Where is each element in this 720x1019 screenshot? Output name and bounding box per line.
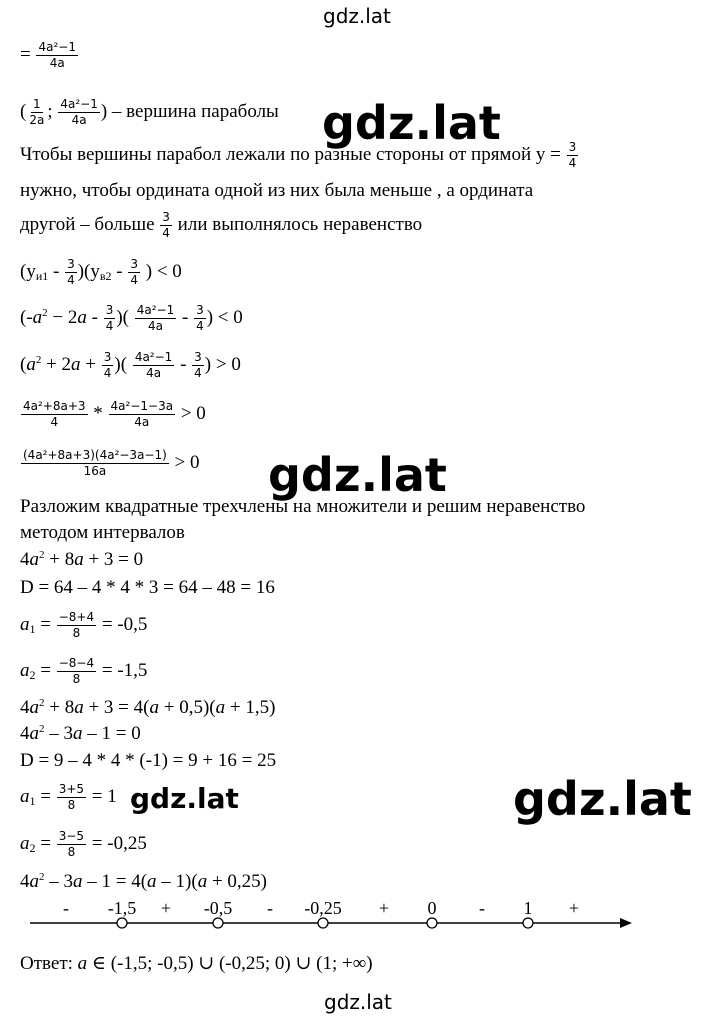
math-line: $4a^2 - 3a - 1 = 0$ bbox=[20, 723, 141, 744]
watermark-large: gdz.lat bbox=[322, 96, 501, 150]
watermark-bottom: gdz.lat bbox=[324, 990, 392, 1014]
text-line: другой – больше $\frac{3}{4}$ или выполнялось неравенство bbox=[20, 210, 423, 240]
watermark-top: gdz.lat bbox=[323, 4, 391, 28]
math-line: $\frac{\text{4a²+8a+3}}{4}$ * $\frac{\text{4a²−1−3a}}{4a}$ > 0 bbox=[23, 399, 206, 429]
number-line bbox=[0, 890, 720, 940]
text-line: нужно, чтобы ордината одной из них была меньше , а ордината bbox=[20, 180, 534, 201]
math-line: D = 64 – 4 * 4 * 3 = 64 – 48 = 16 bbox=[20, 577, 275, 598]
interval-sign: + bbox=[568, 898, 580, 918]
text-line: Чтобы вершины парабол лежали по разные стороны от прямой y = $\frac{3}{4}$ bbox=[20, 140, 577, 170]
interval-sign: + bbox=[160, 898, 172, 918]
math-line: $a_1$ = $\frac{-8+4}{8}$ = -0,5 bbox=[20, 610, 148, 640]
number-line-arrow bbox=[620, 918, 632, 928]
text-line: Разложим квадратные трехчлены на множители и решим неравенство bbox=[20, 496, 586, 517]
math-line: = $\frac{\text{4a²−1}}{4a}$ bbox=[20, 40, 76, 70]
number-line-point bbox=[117, 918, 127, 928]
number-line-point bbox=[318, 918, 328, 928]
number-line-point-label: 0 bbox=[427, 898, 437, 918]
math-line: ($a^2 + 2a$ + $\frac{3}{4}$ )( $\frac{\text{4a²−1}}{4a}$ - $\frac{3}{4}$ ) > 0 bbox=[20, 350, 241, 380]
number-line-point-label: -0,5 bbox=[203, 898, 233, 918]
text-line: методом интервалов bbox=[20, 522, 185, 543]
math-line: ( $\frac{1}{2a}$ ; $\frac{\text{4a²−1}}{4a}$ ) – вершина параболы bbox=[20, 97, 279, 127]
math-line: $4a^2 - 3a - 1 = 4(a - 1)(a + 0,25)$ bbox=[20, 871, 267, 892]
answer-line: Ответ: a ∈ (-1,5; -0,5) ∪ (-0,25; 0) ∪ (1; +∞) bbox=[20, 953, 373, 974]
math-line: $a_2$ = $\frac{3-5}{8}$ = -0,25 bbox=[20, 829, 147, 859]
number-line-point bbox=[427, 918, 437, 928]
math-line: $a_2$ = $\frac{-8-4}{8}$ = -1,5 bbox=[20, 656, 148, 686]
watermark-large: gdz.lat bbox=[268, 448, 447, 502]
number-line-point-label: 1 bbox=[523, 898, 533, 918]
math-line: $a_1$ = $\frac{3+5}{8}$ = 1 bbox=[20, 782, 117, 812]
math-line: $\frac{\text{(4a²+8a+3)(4a²−3a−1)}}{16a}$ > 0 bbox=[23, 448, 200, 478]
number-line-point bbox=[213, 918, 223, 928]
interval-sign: - bbox=[63, 898, 69, 918]
math-line: ($y_{и1}$ - $\frac{3}{4}$ )($y_{в2}$ - $\frac{3}{4}$ ) < 0 bbox=[20, 257, 182, 287]
interval-sign: + bbox=[378, 898, 390, 918]
watermark-medium: gdz.lat bbox=[130, 782, 239, 815]
interval-sign: - bbox=[267, 898, 273, 918]
math-line: ($-a^2 - 2a$ - $\frac{3}{4}$ )( $\frac{\text{4a²−1}}{4a}$ - $\frac{3}{4}$ ) < 0 bbox=[20, 303, 243, 333]
math-line: $4a^2 + 8a + 3 = 4(a + 0,5)(a + 1,5)$ bbox=[20, 697, 276, 718]
number-line-point bbox=[523, 918, 533, 928]
watermark-large: gdz.lat bbox=[513, 772, 692, 826]
math-line: D = 9 – 4 * 4 * (-1) = 9 + 16 = 25 bbox=[20, 750, 277, 771]
number-line-point-label: -0,25 bbox=[304, 898, 342, 918]
math-line: $4a^2 + 8a + 3 = 0$ bbox=[20, 549, 144, 570]
interval-sign: - bbox=[479, 898, 485, 918]
number-line-point-label: -1,5 bbox=[107, 898, 137, 918]
